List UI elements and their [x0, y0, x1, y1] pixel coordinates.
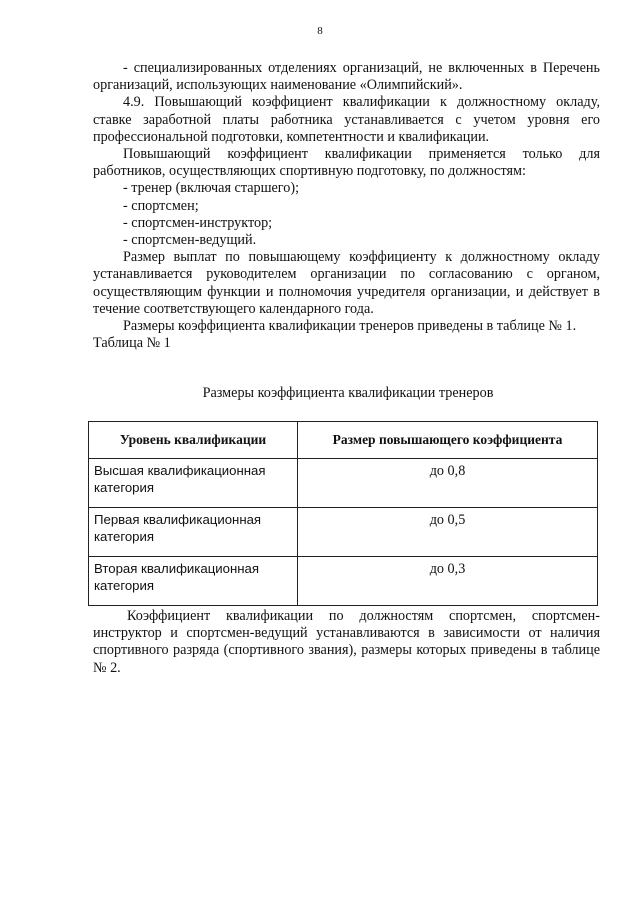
paragraph-table-reference: Размеры коэффициента квалификации тренеров приведены в таблице № 1.: [123, 318, 577, 335]
qualification-coefficient-table: [88, 421, 598, 606]
table-row: [89, 459, 598, 508]
qualification-level-cell: Вторая квалификационная категория: [89, 557, 298, 606]
list-item-position: - спортсмен;: [123, 197, 199, 214]
list-item-position: - тренер (включая старшего);: [123, 180, 300, 197]
table-header-row: [89, 422, 598, 459]
table-row: [89, 557, 598, 606]
paragraph-specialized-branches: - специализированных отделениях организаций, не включенных в Перечень организаций, использующих наименование «Олимпийский».: [93, 60, 600, 94]
paragraph-payment-size: Размер выплат по повышающему коэффициенту к должностному окладу устанавливается руководителем организации по согласованию с органом, осуществляющим функции и полномочия учредителя организации, и действует в течение соответствующего календарного года.: [93, 249, 600, 317]
page-number: 8: [317, 25, 323, 37]
paragraph-clause-4-9: 4.9. Повышающий коэффициент квалификации к должностному окладу, ставке заработной платы работника устанавливается с учетом уровня его профессиональной подготовки, компетентности и квалификации.: [93, 94, 600, 145]
closing-section: [93, 608, 600, 677]
list-item-position: - спортсмен-инструктор;: [123, 214, 273, 231]
list-item-position: - спортсмен-ведущий.: [123, 232, 257, 249]
table-row: [89, 508, 598, 557]
table-title: Размеры коэффициента квалификации тренеров: [202, 385, 494, 401]
paragraph-athlete-coefficient: Коэффициент квалификации по должностям спортсмен, спортсмен-инструктор и спортсмен-ведущий устанавливаются в зависимости от наличия спортивного разряда (спортивного звания), размеры которых приведены в таблице № 2.: [93, 608, 600, 676]
column-header-coefficient: Размер повышающего коэффициента: [298, 422, 598, 459]
paragraph-coefficient-applicability: Повышающий коэффициент квалификации применяется только для работников, осуществляющих спортивную подготовку, по должностям:: [93, 146, 600, 180]
qualification-level-cell: Первая квалификационная категория: [89, 508, 298, 557]
coefficient-value-cell: до 0,5: [298, 508, 598, 557]
coefficient-value-cell: до 0,3: [298, 557, 598, 606]
table-label: Таблица № 1: [93, 335, 171, 352]
qualification-level-cell: Высшая квалификационная категория: [89, 459, 298, 508]
column-header-level: Уровень квалификации: [89, 422, 298, 459]
coefficient-value-cell: до 0,8: [298, 459, 598, 508]
document-body: [93, 60, 600, 352]
